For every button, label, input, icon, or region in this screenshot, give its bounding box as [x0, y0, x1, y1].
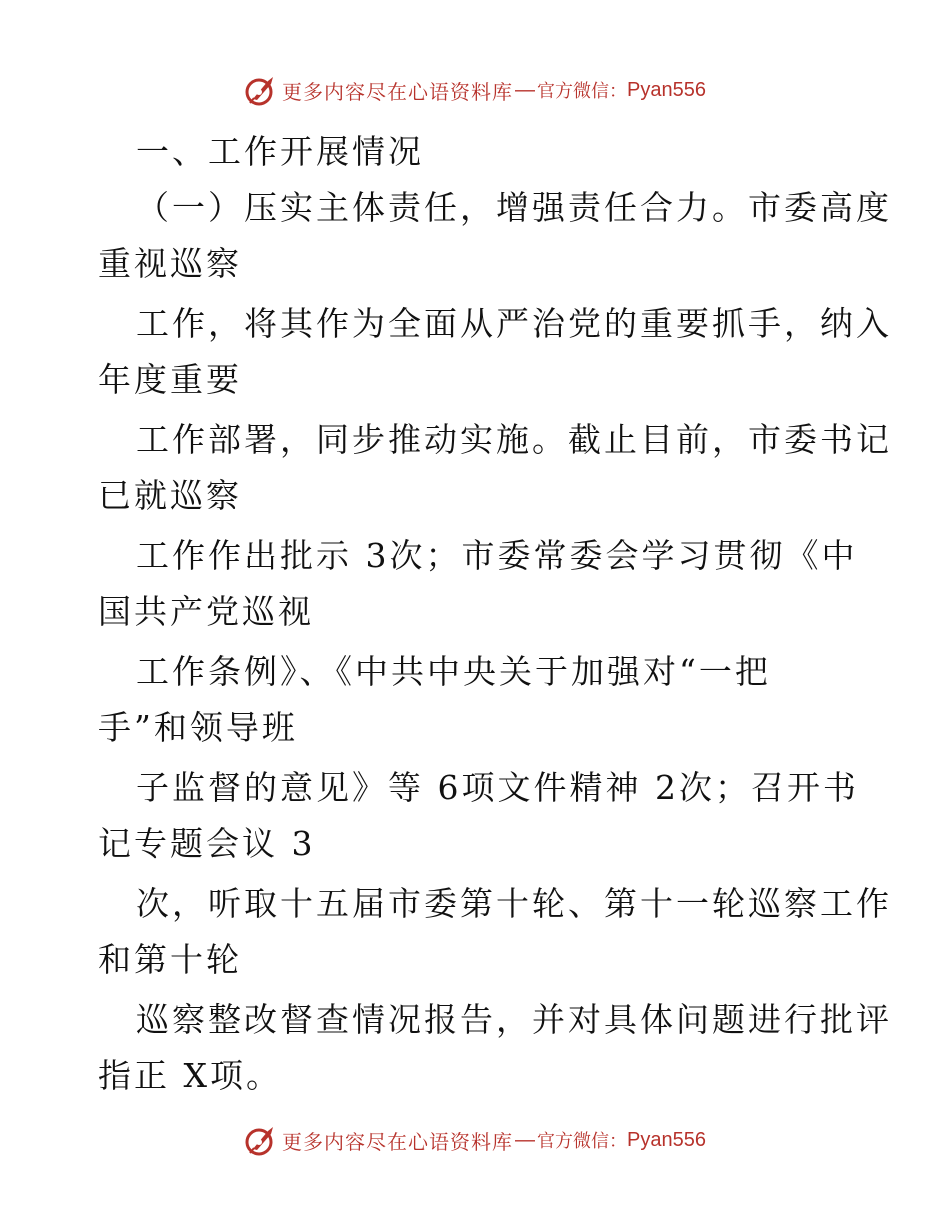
pen-nib-circle-icon: [244, 1123, 278, 1157]
paragraph-line: 工作，将其作为全面从严治党的重要抓手，纳入: [136, 304, 892, 343]
paragraph-line: 工作作出批示 3次；市委常委会学习贯彻《中: [136, 536, 858, 575]
section-heading: 一、工作开展情况: [136, 132, 424, 171]
paragraph-line: 巡察整改督查情况报告，并对具体问题进行批评: [136, 1000, 892, 1039]
paragraph-line: 国共产党巡视: [98, 592, 314, 631]
watermark-handle: Pyan556: [627, 78, 706, 101]
paragraph-line: （一）压实主体责任，增强责任合力。市委高度: [136, 188, 892, 227]
watermark-dash: —: [515, 78, 536, 101]
watermark-contact-label: 官方微信：: [537, 81, 628, 102]
document-body: [98, 124, 892, 1104]
watermark-dash: —: [515, 1128, 536, 1151]
paragraph-line: 已就巡察: [98, 476, 242, 515]
paragraph-line: 次，听取十五届市委第十轮、第十一轮巡察工作: [136, 884, 892, 923]
paragraph-line: 记专题会议 3: [98, 824, 316, 863]
watermark-footer: [0, 1120, 950, 1160]
watermark-header: [0, 70, 950, 110]
paragraph-line: 手”和领导班: [98, 708, 298, 747]
watermark-brand: 更多内容尽在心语资料库: [282, 1129, 514, 1154]
paragraph-line: 工作部署，同步推动实施。截止目前，市委书记: [136, 420, 892, 459]
pen-nib-circle-icon: [244, 73, 278, 107]
watermark-handle: Pyan556: [627, 1128, 706, 1151]
paragraph-line: 工作条例》、《中共中央关于加强对“一把: [136, 652, 771, 691]
paragraph-line: 和第十轮: [98, 940, 242, 979]
paragraph-line: 年度重要: [98, 360, 242, 399]
paragraph-line: 重视巡察: [98, 244, 242, 283]
watermark-contact-label: 官方微信：: [537, 1131, 628, 1152]
paragraph-line: 指正 X项。: [98, 1056, 282, 1095]
watermark-brand: 更多内容尽在心语资料库: [282, 79, 514, 104]
paragraph-line: 子监督的意见》等 6项文件精神 2次；召开书: [136, 768, 859, 807]
